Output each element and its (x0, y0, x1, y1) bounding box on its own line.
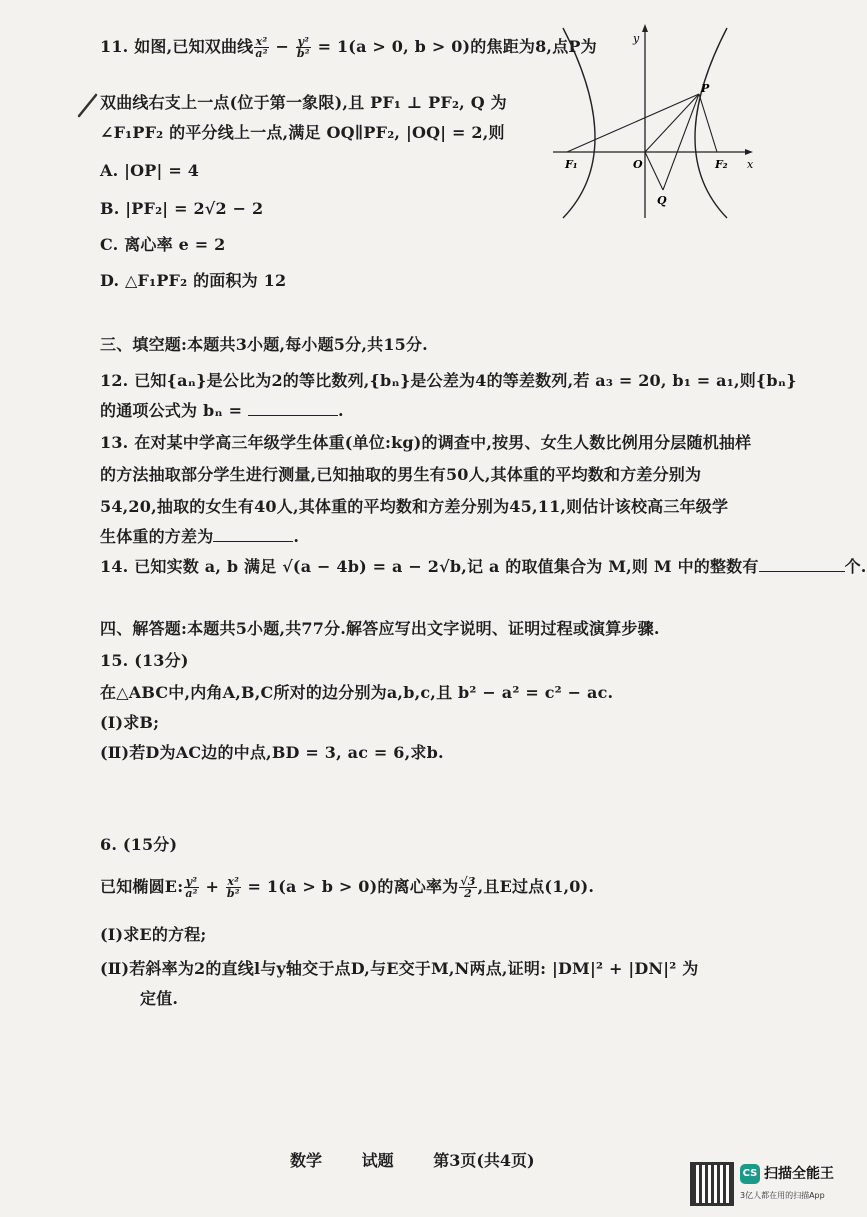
label-f1: F₁ (565, 158, 578, 171)
label-p: P (701, 82, 710, 95)
q13-line4: 生体重的方差为 . (100, 527, 300, 546)
scanner-watermark (690, 1160, 850, 1212)
segment-f1-p (567, 94, 699, 152)
hyperbola-figure (545, 22, 770, 222)
q15-head: 15. (13分) (100, 651, 189, 670)
footer-kind: 试题 (361, 1151, 394, 1170)
segment-o-q (645, 152, 663, 190)
q13-line1: 13. 在对某中学高三年级学生体重(单位:kg)的调查中,按男、女生人数比例用分层随机抽样 (100, 433, 752, 452)
label-x: x (747, 158, 754, 171)
q12-answer-blank (248, 401, 338, 416)
q16-part2-cont: 定值. (140, 989, 179, 1008)
camscanner-tagline: 3亿人都在用的扫描App (740, 1191, 825, 1200)
y-axis-arrow (642, 24, 648, 32)
footer-subject: 数学 (290, 1151, 323, 1170)
q12-line1: 12. 已知{aₙ}是公比为2的等比数列,{bₙ}是公差为4的等差数列,若 a₃ = 20, b₁ = a₁,则{bₙ} (100, 371, 797, 390)
section3-title: 三、填空题:本题共3小题,每小题5分,共15分. (100, 335, 428, 354)
q16-line1: 已知椭圆E: $\frac{\text{y²}}{\text{a²}}$ + $\frac{\text{x²}}{\text{b²}}$ = 1(a > b > 0)的离心率为 $\frac{√3}{2}$ ,且E过点(1,0). (100, 875, 595, 900)
qr-code-icon (690, 1162, 734, 1206)
q16-head: 6. (15分) (100, 835, 178, 854)
label-f2: F₂ (715, 158, 728, 171)
q11-option-b: B. |PF₂| = 2√2 − 2 (100, 199, 264, 218)
label-q: Q (657, 194, 667, 207)
segment-p-f2 (699, 94, 717, 152)
q14-line: 14. 已知实数 a, b 满足 √(a − 4b) = a − 2√b,记 a 的取值集合为 M,则 M 中的整数有 个. (100, 557, 867, 576)
hyperbola-right-branch (695, 28, 727, 218)
camscanner-logo-icon: CS (740, 1164, 760, 1184)
section4-title: 四、解答题:本题共5小题,共77分.解答应写出文字说明、证明过程或演算步骤. (100, 619, 660, 638)
q11-option-a: A. |OP| = 4 (100, 161, 200, 180)
footer-page: 第3页(共4页) (433, 1151, 535, 1170)
q15-part1: (Ⅰ)求B; (100, 713, 160, 732)
q11-option-d: D. △F₁PF₂ 的面积为 12 (100, 271, 287, 290)
q16-part2: (Ⅱ)若斜率为2的直线l与y轴交于点D,与E交于M,N两点,证明: |DM|² + |DN|² 为 (100, 959, 699, 978)
q15-part2: (Ⅱ)若D为AC边的中点,BD = 3, ac = 6,求b. (100, 743, 444, 762)
segment-o-p (645, 94, 699, 152)
q12-line2: 的通项公式为 bₙ = . (100, 401, 344, 420)
q13-line3: 54,20,抽取的女生有40人,其体重的平均数和方差分别为45,11,则估计该校高三年级学 (100, 497, 729, 516)
q14-answer-blank (759, 557, 845, 572)
q11-option-c: C. 离心率 e = 2 (100, 235, 226, 254)
q15-line1: 在△ABC中,内角A,B,C所对的边分别为a,b,c,且 b² − a² = c² − ac. (100, 683, 614, 702)
segment-q-p (663, 94, 699, 190)
q13-line2: 的方法抽取部分学生进行测量,已知抽取的男生有50人,其体重的平均数和方差分别为 (100, 465, 702, 484)
pen-mark-icon (76, 92, 100, 118)
x-axis-arrow (745, 149, 753, 155)
q11-line1: 11. 如图,已知双曲线 $\frac{\text{x²}}{\text{a²}}$ − $\frac{\text{y²}}{\text{b²}}$ = 1(a > 0, b > 0)的焦距为8,点P为 (100, 35, 597, 60)
q11-line3: ∠F₁PF₂ 的平分线上一点,满足 OQ∥PF₂, |OQ| = 2,则 (100, 123, 505, 142)
q11-line2: 双曲线右支上一点(位于第一象限),且 PF₁ ⊥ PF₂, Q 为 (100, 93, 507, 112)
q13-answer-blank (213, 527, 293, 542)
label-o: O (633, 158, 643, 171)
label-y: y (633, 32, 640, 45)
q16-part1: (Ⅰ)求E的方程; (100, 925, 207, 944)
page-footer (290, 1148, 535, 1171)
camscanner-brand: 扫描全能王 (764, 1166, 834, 1182)
hyperbola-left-branch (563, 28, 595, 218)
